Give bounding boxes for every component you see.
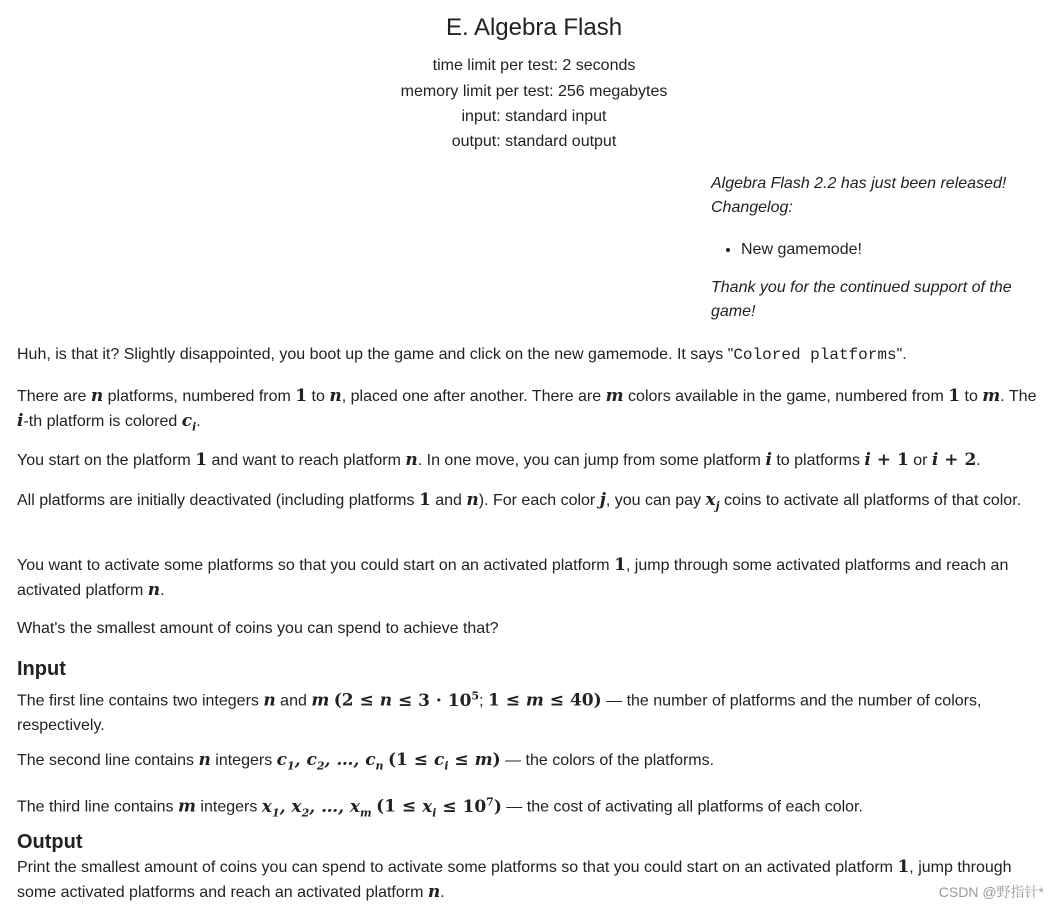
- statement-paragraph: You start on the platform 1 and want to reach platform n. In one move, you can jump from some platform i to platforms i + 1 or i + 2.: [17, 450, 981, 470]
- output-heading: Output: [17, 831, 83, 853]
- gamemode-name: Colored platforms: [733, 346, 897, 364]
- input-paragraph: The first line contains two integers n and m ($2 \le n \le 3 \cdot 10^5$; 1 ≤ m ≤ 40) — the number of platforms and the number of colors, respectively.: [17, 689, 982, 734]
- legend-line: Algebra Flash 2.2 has just been released!: [711, 175, 1007, 192]
- time-limit: time limit per test: 2 seconds: [432, 57, 636, 74]
- output-paragraph: Print the smallest amount of coins you can spend to activate some platforms so that you could start on an activated platform 1, jump through some activated platforms and reach an activated platform n.: [17, 857, 1012, 902]
- watermark: CSDN @野指针*: [938, 884, 1044, 900]
- legend-epigraph: [711, 172, 1041, 324]
- input-spec: input: standard input: [461, 108, 607, 125]
- input-heading: Input: [17, 658, 66, 680]
- changelog-item: • New gamemode!: [741, 238, 1041, 262]
- statement-paragraph: You want to activate some platforms so that you could start on an activated platform 1, jump through some activated platforms and reach an activated platform n.: [17, 555, 1009, 600]
- memory-limit: memory limit per test: 256 megabytes: [400, 83, 668, 100]
- statement-paragraph: Huh, is that it? Slightly disappointed, you boot up the game and click on the new gamemode. It says "Colored platforms".: [17, 346, 907, 364]
- output-spec: output: standard output: [451, 133, 617, 150]
- statement-paragraph: What's the smallest amount of coins you can spend to achieve that?: [17, 620, 499, 637]
- statement-paragraph: There are n platforms, numbered from 1 to n, placed one after another. There are m colors available in the game, numbered from 1 to m. The i-th platform is colored $c_i$.: [17, 386, 1037, 434]
- statement-paragraph: All platforms are initially deactivated (including platforms 1 and n). For each color j, you can pay $x_j$ coins to activate all platforms of that color.: [17, 490, 1022, 513]
- input-paragraph: The third line contains m integers $x_1$, $x_2$, …, $x_m$ $(1 \le x_i \le 10^7)$ — the cost of activating all platforms of each color.: [17, 795, 863, 820]
- input-paragraph: The second line contains n integers $c_1$, $c_2$, …, $c_n$ $(1 \le c_i \le m)$ — the colors of the platforms.: [17, 750, 715, 773]
- problem-title: E. Algebra Flash: [445, 14, 623, 41]
- legend-line: Thank you for the continued support of the game!: [711, 279, 1012, 320]
- legend-line: Changelog:: [711, 199, 793, 216]
